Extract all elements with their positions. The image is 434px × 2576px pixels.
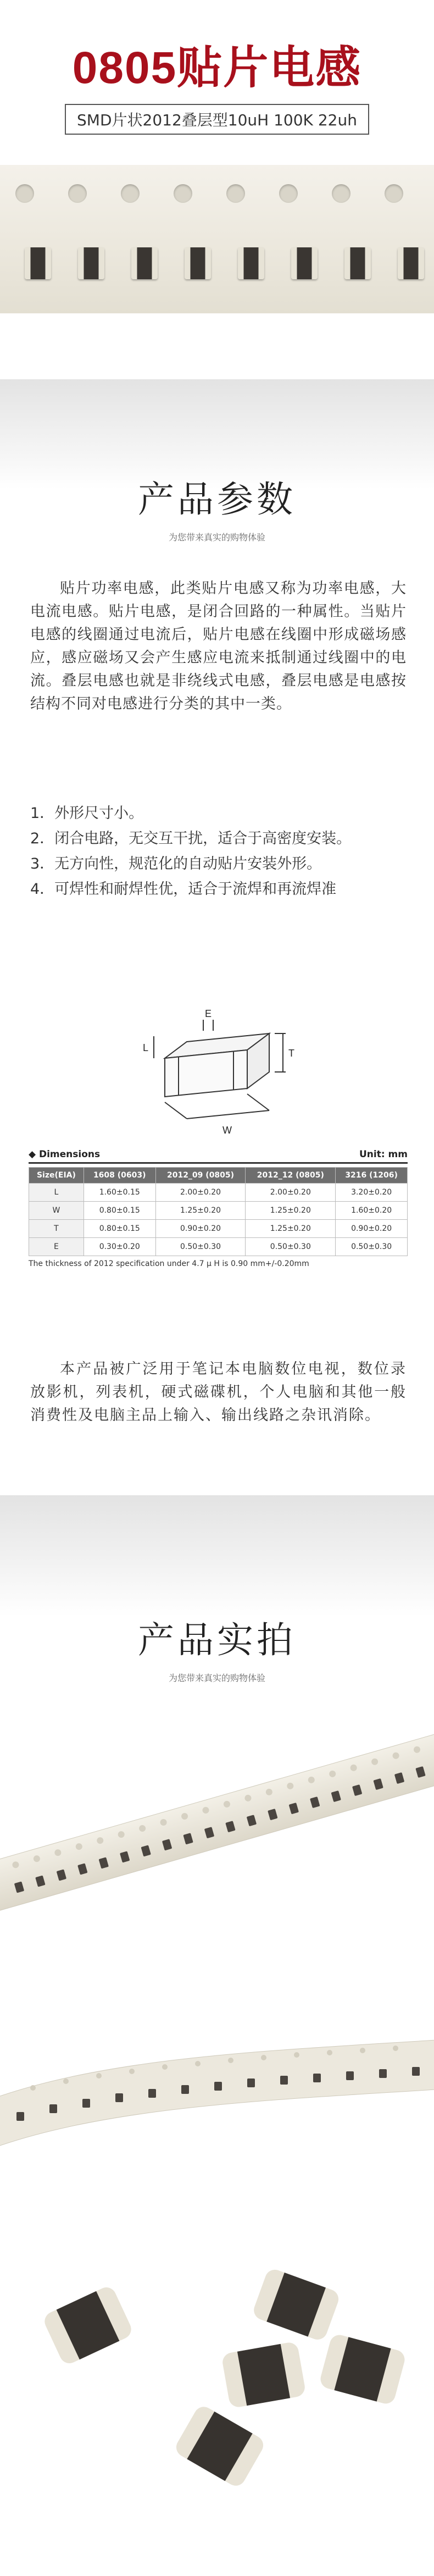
table-cell: 0.80±0.15 — [84, 1220, 155, 1238]
inductor-chip — [398, 247, 424, 279]
column-header: 2012_09 (0805) — [155, 1168, 246, 1184]
table-cell: 1.25±0.20 — [246, 1220, 336, 1238]
inductor-chip — [344, 247, 371, 279]
dimensions-table — [29, 1167, 408, 1256]
tape-photo-curved — [0, 1957, 434, 2243]
loose-chip — [221, 2341, 306, 2409]
tape-photo-diagonal — [0, 1715, 434, 1924]
dimensions-block — [29, 1149, 408, 1268]
table-cell: 1.60±0.20 — [336, 1202, 408, 1220]
product-subtitle: SMD片状2012叠层型10uH 100K 22uh — [65, 104, 369, 135]
column-header: 2012_12 (0805) — [246, 1168, 336, 1184]
sprocket-hole — [385, 184, 403, 203]
sprocket-hole — [121, 184, 140, 203]
inductor-chip — [185, 247, 211, 279]
photos-subtitle: 为您带来真实的购物体验 — [168, 1673, 265, 1683]
table-cell: 0.50±0.30 — [155, 1238, 246, 1256]
loose-chip — [41, 2284, 134, 2367]
table-cell: 0.30±0.20 — [84, 1238, 155, 1256]
feature-item: 1．外形尺寸小。 — [30, 805, 144, 822]
dimensions-header — [29, 1149, 408, 1164]
diagram-label-w: W — [222, 1125, 232, 1136]
table-row — [29, 1238, 408, 1256]
diagram-label-t: T — [288, 1048, 294, 1059]
diagram-label-e: E — [205, 1008, 212, 1019]
photos-title: 产品实拍 — [138, 1619, 296, 1661]
dimension-diagram — [132, 1006, 308, 1143]
loose-chip — [318, 2333, 407, 2406]
tape-strip-photo — [0, 165, 434, 313]
table-row — [29, 1202, 408, 1220]
sprocket-hole — [174, 184, 192, 203]
table-cell: 1.25±0.20 — [155, 1202, 246, 1220]
feature-list — [30, 803, 407, 904]
table-cell: 2.00±0.20 — [155, 1184, 246, 1202]
table-cell: L — [29, 1184, 84, 1202]
inductor-chip — [78, 247, 104, 279]
params-subtitle: 为您带来真实的购物体验 — [168, 532, 265, 543]
table-cell: 0.90±0.20 — [336, 1220, 408, 1238]
product-title: 0805贴片电感 — [72, 43, 362, 93]
table-cell: T — [29, 1220, 84, 1238]
loose-chips-photo — [0, 2265, 434, 2576]
table-cell: 0.50±0.30 — [246, 1238, 336, 1256]
dimensions-unit: Unit: mm — [359, 1149, 408, 1160]
table-cell: 1.25±0.20 — [246, 1202, 336, 1220]
sprocket-holes — [0, 184, 434, 206]
table-row — [29, 1184, 408, 1202]
sprocket-hole — [68, 184, 87, 203]
dimensions-title: ◆ Dimensions — [29, 1149, 101, 1160]
table-cell: E — [29, 1238, 84, 1256]
dimensions-note: The thickness of 2012 specification under 4.7 μ H is 0.90 mm+/-0.20mm — [29, 1259, 309, 1268]
inductor-chip — [291, 247, 318, 279]
section-band — [0, 1495, 434, 1616]
sprocket-hole — [15, 184, 34, 203]
table-cell: 0.50±0.30 — [336, 1238, 408, 1256]
loose-chip — [173, 2403, 266, 2490]
subtitle-wrap — [0, 104, 434, 135]
sprocket-hole — [279, 184, 298, 203]
table-cell: W — [29, 1202, 84, 1220]
table-header-row — [29, 1168, 408, 1184]
table-cell: 0.80±0.15 — [84, 1202, 155, 1220]
column-header: 1608 (0603) — [84, 1168, 155, 1184]
sprocket-hole — [332, 184, 350, 203]
table-cell: 1.60±0.15 — [84, 1184, 155, 1202]
sprocket-hole — [226, 184, 245, 203]
product-description: 贴片功率电感，此类贴片电感又称为功率电感，大电流电感。贴片电感，是闭合回路的一种属性。当贴片电感的线圈通过电流后，贴片电感在线圈中形成磁场感应，感应磁场又会产生感应电流来抵制通过线圈中的电流。叠层电感也就是非绕线式电感，叠层电感是电感按结构不同对电感进行分类的其中一类。 — [30, 580, 407, 712]
usage-text: 本产品被广泛用于笔记本电脑数位电视，数位录放影机，列表机，硬式磁碟机，个人电脑和其他一般消费性及电脑主品上输入、输出线路之杂讯消除。 — [30, 1361, 407, 1424]
feature-item: 4．可焊性和耐焊性优，适合于流焊和再流焊准 — [30, 881, 337, 898]
loose-chip — [251, 2267, 341, 2342]
column-header: Size(EIA) — [29, 1168, 84, 1184]
table-row — [29, 1220, 408, 1238]
params-title: 产品参数 — [138, 478, 296, 521]
table-cell: 3.20±0.20 — [336, 1184, 408, 1202]
diagram-label-l: L — [143, 1042, 149, 1053]
feature-item: 2．闭合电路，无交互干扰，适合于高密度安装。 — [30, 830, 352, 847]
table-cell: 2.00±0.20 — [246, 1184, 336, 1202]
inductor-chip — [238, 247, 264, 279]
column-header: 3216 (1206) — [336, 1168, 408, 1184]
feature-item: 3．无方向性，规范化的自动贴片安装外形。 — [30, 855, 322, 872]
inductor-chip — [25, 247, 51, 279]
inductor-chip — [131, 247, 158, 279]
table-cell: 0.90±0.20 — [155, 1220, 246, 1238]
